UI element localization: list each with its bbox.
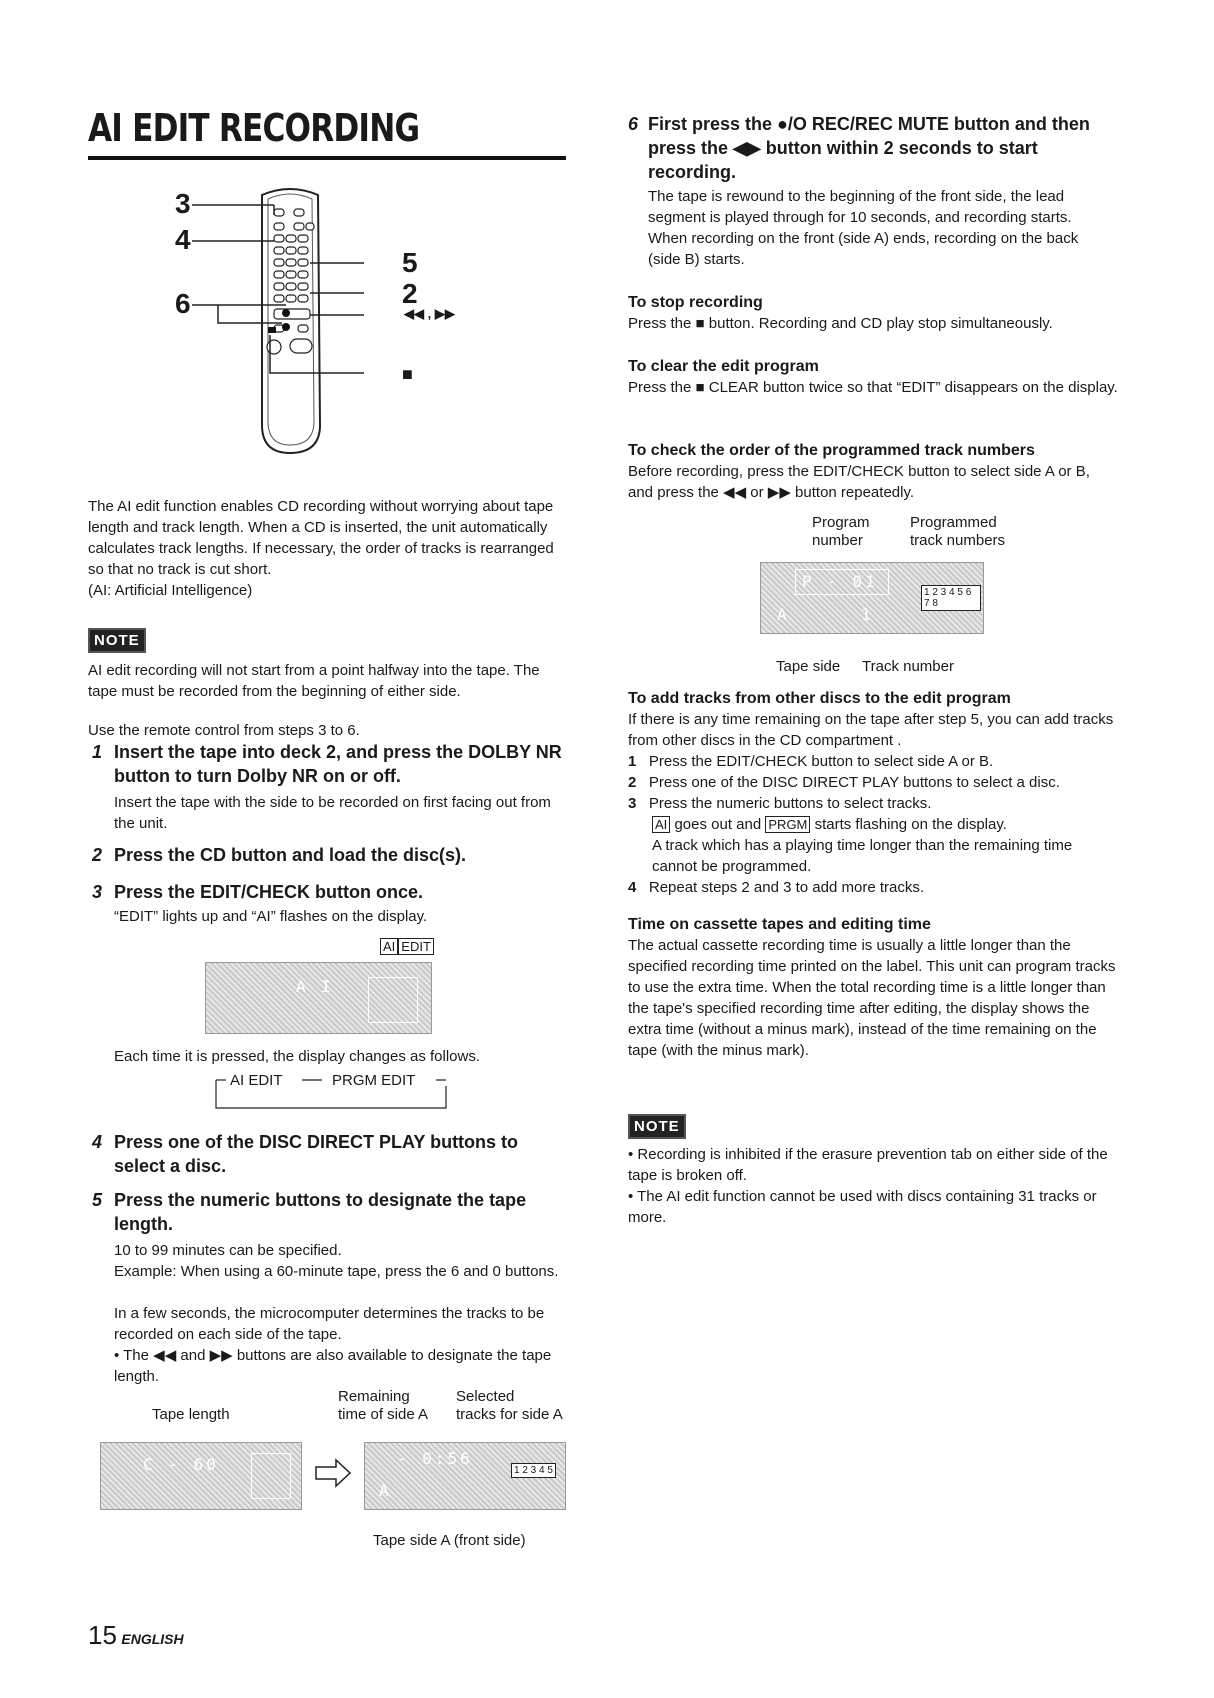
page-footer [88,1620,184,1651]
label-remaining: Remaining [338,1388,410,1405]
step-5-lead: Press the numeric buttons to designate the tape length. [114,1190,527,1234]
step-4-lead: Press one of the DISC DIRECT PLAY buttons to select a disc. [114,1132,519,1176]
add-text: If there is any time remaining on the tape after step 5, you can add tracks from other discs in the CD compartment . [628,711,1114,749]
title-rule [88,156,566,160]
add-heading: To add tracks from other discs to the edit program [628,690,1011,707]
label-selected: Selected [456,1388,515,1405]
label-program-number: number [812,532,863,549]
step-3-number: 3 [92,882,103,902]
step-1-body: Insert the tape with the side to be recorded on first facing out from the unit. [114,794,551,832]
callout-5: 5 [402,247,418,278]
stop-text: Press the ■ button. Recording and CD play stop simultaneously. [628,315,1053,332]
intro-text: The AI edit function enables CD recording without worrying about tape length and track length. When a CD is inserted, the unit automatically calculates track lengths. If necessary, the order of tracks is rearranged so that no track is cut short. [88,498,554,578]
step-4-number: 4 [92,1132,103,1152]
remote-control-illustration [170,185,470,475]
label-programmed-tracks: track numbers [910,532,1006,549]
cycle-prgm-edit: PRGM EDIT [332,1072,416,1089]
step-1-number: 1 [92,742,103,762]
note-badge: NOTE [88,628,146,653]
add-item-4: 4 Repeat steps 2 and 3 to add more tracks. [628,879,925,896]
check-heading: To check the order of the programmed track numbers [628,442,1035,459]
label-programmed: Programmed [910,514,997,531]
step3-lcd-box [368,977,418,1023]
step5-lcd-before-digits: C - 60 [143,1455,219,1474]
stop-heading: To stop recording [628,294,763,311]
check-lcd-track: 1 [861,605,874,624]
step-3-body: “EDIT” lights up and “AI” flashes on the display. [114,908,428,925]
note2-bullet-1: • Recording is inhibited if the erasure prevention tab on either side of the tape is broken off. [628,1146,1108,1184]
step5-lcd-before-box [251,1453,291,1499]
intro-ai-note: (AI: Artificial Intelligence) [88,582,253,599]
caption-tape-side-a: Tape side A (front side) [373,1532,526,1549]
step-6-lead: First press the ●/O REC/REC MUTE button and then press the ◀▶ button within 2 seconds to start recording. [648,114,1090,182]
step-3-lead: Press the EDIT/CHECK button once. [114,882,424,902]
step-1-lead: Insert the tape into deck 2, and press the DOLBY NR button to turn Dolby NR on or off. [114,742,562,786]
step-5-bullet: • The ◀◀ and ▶▶ buttons are also available to designate the tape length. [114,1347,552,1385]
time-text: The actual cassette recording time is usually a little longer than the specified recording time printed on the label. This unit can program tracks to use the extra time. When the total recording time is a little longer than the tape's specified recording time after editing, the display shows the extra time (without a minus mark), instead of the time remaining on the tape (with the minus mark). [628,937,1116,1059]
label-selected-tracks: tracks for side A [456,1406,563,1423]
check-lcd-display [760,562,984,634]
callout-stop-icon: ■ [402,364,413,384]
clear-heading: To clear the edit program [628,358,819,375]
step-5-number: 5 [92,1190,103,1210]
time-heading: Time on cassette tapes and editing time [628,916,931,933]
step5-lcd-before [100,1442,302,1510]
use-remote-text: Use the remote control from steps 3 to 6. [88,722,360,739]
check-lcd-program-box [795,569,889,595]
add-item-2: 2 Press one of the DISC DIRECT PLAY buttons to select a disc. [628,774,1060,791]
check-lcd-side: A [777,605,790,624]
note1-text: AI edit recording will not start from a point halfway into the tape. The tape must be recorded from the beginning of either side. [88,662,540,700]
add-item-3-detail: AI goes out and PRGM starts flashing on the display. [628,814,1118,835]
page-title: AI EDIT RECORDING [88,106,420,150]
add-item-3-note: A track which has a playing time longer than the remaining time cannot be programmed. [652,837,1073,875]
step-5-body1: 10 to 99 minutes can be specified. [114,1242,342,1259]
callout-2: 2 [402,278,418,309]
page-language: ENGLISH [121,1631,184,1647]
check-lcd-digits: P - 01 [802,572,878,591]
add-list [628,751,1118,898]
note2-badge: NOTE [628,1114,686,1139]
label-tape-length: Tape length [152,1406,230,1423]
arrow-right-icon [314,1458,354,1488]
check-lcd-tracks: 1 2 3 4 5 6 7 8 [921,585,981,611]
step-6-number: 6 [628,114,639,134]
add-item-1: 1 Press the EDIT/CHECK button to select side A or B. [628,753,994,770]
label-tape-side: Tape side [776,658,841,675]
clear-text: Press the ■ CLEAR button twice so that “EDIT” disappears on the display. [628,379,1118,396]
step3-lcd-digits: A I [296,977,334,996]
check-text: Before recording, press the EDIT/CHECK button to select side A or B, and press the ◀◀ or ▶▶ button repeatedly. [628,463,1090,501]
step-2-number: 2 [92,845,103,865]
step5-lcd-after-side: A [379,1481,392,1500]
page-number: 15 [88,1620,117,1650]
callout-skip-icons: ◀◀ , ▶▶ [404,306,455,321]
step5-lcd-after-digits: - 0:56 [397,1449,473,1468]
cycle-ai-edit: AI EDIT [230,1072,283,1089]
label-track-number: Track number [862,658,954,675]
cycle-intro: Each time it is pressed, the display changes as follows. [114,1048,481,1065]
step-2-lead: Press the CD button and load the disc(s). [114,845,467,865]
step5-lcd-after-tracks: 1 2 3 4 5 [511,1463,556,1478]
add-item-3: 3 Press the numeric buttons to select tracks. [628,795,932,812]
label-program: Program [812,514,870,531]
callout-4: 4 [175,224,191,255]
ai-edit-indicator: AI EDIT [380,938,434,954]
step-5-body2: Example: When using a 60-minute tape, press the 6 and 0 buttons. [114,1263,559,1280]
step-5-body3: In a few seconds, the microcomputer determines the tracks to be recorded on each side of the tape. [114,1305,545,1343]
note2-bullet-2: • The AI edit function cannot be used with discs containing 31 tracks or more. [628,1188,1097,1226]
label-remaining-side-a: time of side A [338,1406,429,1423]
step5-lcd-after [364,1442,566,1510]
step-6-body: The tape is rewound to the beginning of the front side, the lead segment is played through for 10 seconds, and recording starts. When recording on the front (side A) ends, recording on the back (side B) starts. [648,188,1079,268]
callout-6: 6 [175,288,191,319]
step3-lcd-display [205,962,432,1034]
callout-3: 3 [175,188,191,219]
